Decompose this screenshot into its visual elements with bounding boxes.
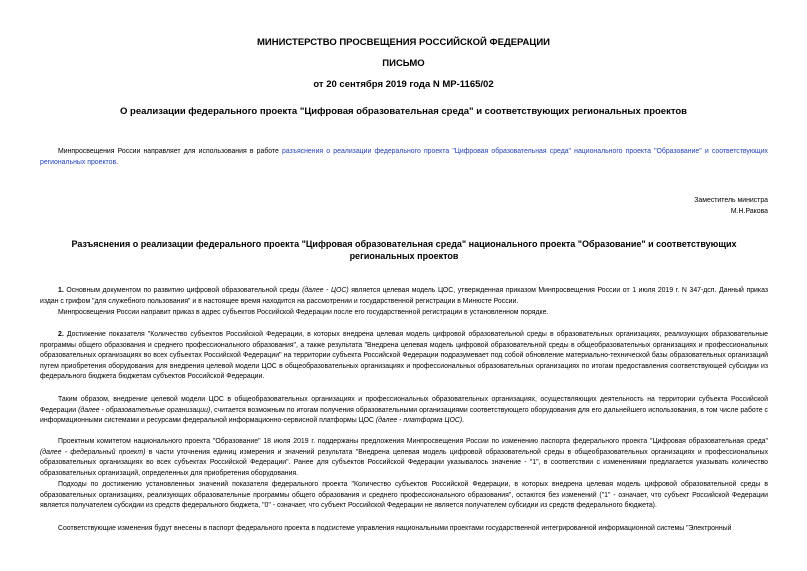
paragraph-1 <box>40 286 768 307</box>
signature-position: Заместитель министра <box>694 197 768 204</box>
paragraph-italic: (далее - федеральный проект) <box>40 448 146 456</box>
paragraph-4 <box>40 437 768 479</box>
explanations-link[interactable]: разъяснения о реализации федерального проекта "Цифровая образовательная среда" национального проекта "Образование" и соответствующих региональных проектов <box>40 148 768 166</box>
paragraph-text: Основным документом по развитию цифровой образовательной среды <box>63 287 303 294</box>
intro-paragraph <box>40 147 768 168</box>
paragraph-italic: (далее - образовательные организации) <box>78 406 211 414</box>
explanations-title: Разъяснения о реализации федерального проекта "Цифровая образовательная среда" национального проекта "Образование" и соответствующих региональных проектов <box>71 239 737 261</box>
paragraph-2 <box>40 330 768 383</box>
signature-block <box>694 196 768 217</box>
signature-name: М.Н.Ракова <box>730 207 768 215</box>
paragraph-5: Подходы по достижению установленных значений показателя федерального проекта "Количество субъектов Российской Федерации, в которых внедрена целевая модель цифровой образовательной среды в образовательных организациях, реализующих образовательные программы общего образования и среднего профессионального образования", остаются без изменений ("1" - означает, что субъект Российской Федерации является получателем субсидии из средств федерального бюджета, "0" - означает, что субъект Российской Федерации не является получателем субсидии из средств федерального бюджета). <box>40 481 768 510</box>
paragraph-italic: (далее - ЦОС) <box>302 287 349 294</box>
paragraph-text: Достижение показателя "Количество субъектов Российской Федерации, в которых внедрена целевая модель цифровой образовательной среды в образовательных организациях, реализующих образовательные программы общего образования и среднего профессионального образования", а также результата "Внедрена целевая модель цифровой образовательной среды в общеобразовательных организациях и профессиональных образовательных организациях во всех субъектах Российской Федерации" на территории субъекта Российской Федерации подразумевает под собой обновление материально-технической базы образовательных организаций путем приобретения оборудования для внедрения целевой модели ЦОС в общеобразовательных организациях и профессиональных образовательных организациях по итогам предоставления соответствующей субсидии из федерального бюджета бюджетам субъектов Российской Федерации. <box>40 331 768 381</box>
paragraph-3 <box>40 395 768 427</box>
paragraph-text: . <box>462 417 465 425</box>
paragraph-text: Таким образом, внедрение целевой модели ЦОС в общеобразовательных организациях и профессиональных образовательных организациях, осуществляющих деятельность на территории субъекта Российской Федерации <box>40 396 768 414</box>
document-subject: О реализации федерального проекта "Цифровая образовательная среда" и соответствующих региональных проектов <box>119 106 688 117</box>
paragraph-italic: (далее - платформа ЦОС) <box>375 417 463 425</box>
paragraph-1-continued: Минпросвещения России направит приказ в адрес субъектов Российской Федерации после его государственной регистрации в установленном порядке. <box>58 309 549 316</box>
document-date-number: от 20 сентября 2019 года N МР-1165/02 <box>313 79 494 90</box>
paragraph-text: является целевая модель ЦОС, утвержденная приказом Минпросвещения России от 1 июля 2019 г. N 347-дсп. Данный приказ издан с грифом "для служебного пользования" и в настоящее время находится на рассмотрении и государственной регистрации в Минюсте России. <box>40 287 768 305</box>
paragraph-number: 1. <box>58 287 64 294</box>
intro-text: Минпросвещения России направляет для использования в работе <box>58 148 283 155</box>
document-type-heading: ПИСЬМО <box>382 58 425 69</box>
paragraph-text: , считается возможным по итогам получения образовательными организациями соответствующего оборудования для его дальнейшего использования, в том числе работе с информационными системами и ресурсами федеральной информационно-сервисной платформы ЦОС <box>40 406 768 425</box>
paragraph-text: Проектным комитетом национального проекта "Образование" 18 июля 2019 г. поддержаны предложения Минпросвещения России по изменению паспорта федерального проекта "Цифровая образовательная среда" <box>58 438 768 445</box>
paragraph-number: 2. <box>58 331 64 338</box>
paragraph-text: в части уточнения единиц измерения и значений результата "Внедрена целевая модель цифровой образовательной среды в общеобразовательных организациях и профессиональных образовательных организациях во всех субъектах Российской Федерации". Ранее для субъектов Российской Федерации указывалось значение - "1", в соответствии с изменениями предлагается указывать количество образовательных организаций, определенных для приобретения оборудования. <box>40 448 769 477</box>
intro-text-end: . <box>116 158 119 166</box>
paragraph-6: Соответствующие изменения будут внесены в паспорт федерального проекта в подсистеме управления национальными проектами государственной интегрированной информационной системы "Электронный <box>58 525 732 532</box>
ministry-heading: МИНИСТЕРСТВО ПРОСВЕЩЕНИЯ РОССИЙСКОЙ ФЕДЕРАЦИИ <box>256 37 551 48</box>
